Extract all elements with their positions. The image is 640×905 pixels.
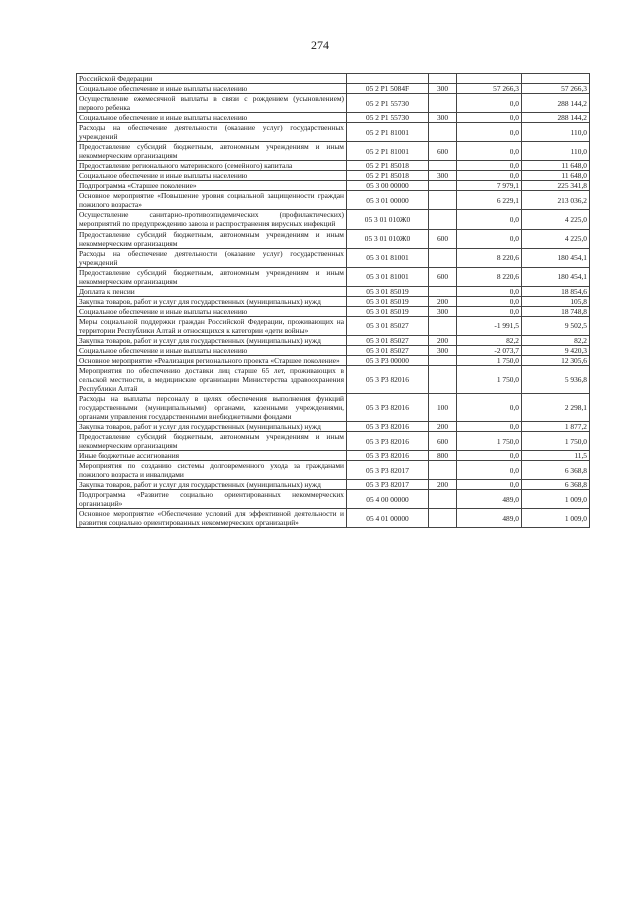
budget-table (76, 73, 590, 528)
row-expense-type (429, 461, 457, 480)
row-name: Мероприятия по обеспечению доставки лиц старше 65 лет, проживающих в сельской местности, в медицинские организации Министерства здравоохранения Республики Алтай (77, 365, 347, 393)
row-code: 05 3 P3 82016 (347, 394, 429, 422)
row-amount-change: 489,0 (457, 490, 522, 509)
row-code (347, 74, 429, 84)
table-row (77, 355, 590, 365)
row-code: 05 3 01 85027 (347, 316, 429, 335)
row-expense-type (429, 74, 457, 84)
row-code: 05 2 P1 5084F (347, 84, 429, 94)
row-name: Расходы на обеспечение деятельности (оказание услуг) государственных учреждений (77, 123, 347, 142)
row-amount-change: 0,0 (457, 461, 522, 480)
row-amount-total: 1 877,2 (522, 422, 590, 432)
table-row (77, 335, 590, 345)
row-amount-change: 8 220,6 (457, 248, 522, 267)
row-name: Осуществление ежемесячной выплаты в связи с рождением (усыновлением) первого ребенка (77, 94, 347, 113)
row-expense-type (429, 248, 457, 267)
row-name: Основное мероприятие «Обеспечение условий для эффективной деятельности и развития социально ориентированных некоммерческих организаций» (77, 509, 347, 528)
row-expense-type: 100 (429, 394, 457, 422)
row-amount-change: 6 229,1 (457, 191, 522, 210)
row-expense-type (429, 509, 457, 528)
row-amount-total: 1 009,0 (522, 490, 590, 509)
row-code: 05 3 00 00000 (347, 181, 429, 191)
table-row (77, 490, 590, 509)
row-name: Меры социальной поддержки граждан Российской Федерации, проживающих на территории Республики Алтай и относящихся к категории «дети войны» (77, 316, 347, 335)
row-expense-type (429, 181, 457, 191)
row-amount-total: 5 936,8 (522, 365, 590, 393)
table-row (77, 113, 590, 123)
row-expense-type: 200 (429, 335, 457, 345)
row-amount-total: 11 648,0 (522, 171, 590, 181)
row-code: 05 3 01 81001 (347, 267, 429, 286)
row-amount-total: 12 305,6 (522, 355, 590, 365)
row-name: Закупка товаров, работ и услуг для государственных (муниципальных) нужд (77, 296, 347, 306)
row-code: 05 3 P3 82016 (347, 451, 429, 461)
row-expense-type (429, 161, 457, 171)
row-amount-total: 2 298,1 (522, 394, 590, 422)
row-expense-type (429, 94, 457, 113)
row-code: 05 3 01 85019 (347, 306, 429, 316)
row-code: 05 3 01 00000 (347, 191, 429, 210)
row-amount-change: -2 073,7 (457, 345, 522, 355)
row-amount-change: 82,2 (457, 335, 522, 345)
row-expense-type: 600 (429, 142, 457, 161)
row-code: 05 3 P3 82017 (347, 480, 429, 490)
row-amount-total: 288 144,2 (522, 113, 590, 123)
row-name: Доплата к пенсии (77, 286, 347, 296)
row-amount-change: 7 979,1 (457, 181, 522, 191)
row-name: Социальное обеспечение и иные выплаты населению (77, 171, 347, 181)
row-code: 05 3 01 81001 (347, 248, 429, 267)
page-number: 274 (311, 38, 329, 52)
row-expense-type (429, 316, 457, 335)
row-amount-total: 6 368,8 (522, 461, 590, 480)
table-row (77, 267, 590, 286)
row-expense-type: 200 (429, 422, 457, 432)
row-name: Предоставление регионального материнского (семейного) капитала (77, 161, 347, 171)
row-code: 05 3 P3 82016 (347, 432, 429, 451)
row-amount-change: 1 750,0 (457, 365, 522, 393)
table-row (77, 345, 590, 355)
row-name: Предоставление субсидий бюджетным, автономным учреждениям и иным некоммерческим организациям (77, 432, 347, 451)
row-amount-total: 225 341,8 (522, 181, 590, 191)
table-row (77, 123, 590, 142)
row-amount-total: 57 266,3 (522, 84, 590, 94)
row-amount-total (522, 74, 590, 84)
row-amount-change: 0,0 (457, 171, 522, 181)
row-amount-total: 18 854,6 (522, 286, 590, 296)
row-expense-type: 600 (429, 267, 457, 286)
row-name: Закупка товаров, работ и услуг для государственных (муниципальных) нужд (77, 422, 347, 432)
table-row (77, 296, 590, 306)
table-row (77, 210, 590, 229)
table-row (77, 161, 590, 171)
row-amount-total: 11,5 (522, 451, 590, 461)
row-code: 05 4 00 00000 (347, 490, 429, 509)
row-name: Расходы на выплаты персоналу в целях обеспечения выполнения функций государственными (муниципальными) органами, казенными учреждениями, органами управления государственными внебюджетными фондами (77, 394, 347, 422)
table-row (77, 142, 590, 161)
row-amount-total: 110,0 (522, 142, 590, 161)
row-expense-type: 600 (429, 432, 457, 451)
row-code: 05 2 P1 85018 (347, 161, 429, 171)
row-amount-total: 11 648,0 (522, 161, 590, 171)
table-row (77, 191, 590, 210)
row-code: 05 3 P3 82017 (347, 461, 429, 480)
row-name: Подпрограмма «Развитие социально ориентированных некоммерческих организаций» (77, 490, 347, 509)
row-name: Закупка товаров, работ и услуг для государственных (муниципальных) нужд (77, 480, 347, 490)
row-name: Социальное обеспечение и иные выплаты населению (77, 113, 347, 123)
table-row (77, 248, 590, 267)
row-name: Социальное обеспечение и иные выплаты населению (77, 84, 347, 94)
row-code: 05 2 P1 81001 (347, 123, 429, 142)
row-amount-change: 0,0 (457, 210, 522, 229)
table-row (77, 451, 590, 461)
row-expense-type: 300 (429, 306, 457, 316)
row-amount-change: 8 220,6 (457, 267, 522, 286)
row-expense-type: 300 (429, 113, 457, 123)
row-name: Мероприятия по созданию системы долговременного ухода за гражданами пожилого возраста и инвалидами (77, 461, 347, 480)
row-expense-type (429, 191, 457, 210)
row-amount-total: 288 144,2 (522, 94, 590, 113)
row-amount-change: 0,0 (457, 451, 522, 461)
row-amount-change: 0,0 (457, 306, 522, 316)
row-expense-type: 300 (429, 84, 457, 94)
budget-table-body (77, 74, 590, 528)
row-code: 05 2 P1 55730 (347, 113, 429, 123)
row-amount-change: 0,0 (457, 422, 522, 432)
table-row (77, 74, 590, 84)
row-name: Предоставление субсидий бюджетным, автономным учреждениям и иным некоммерческим организациям (77, 229, 347, 248)
row-name: Социальное обеспечение и иные выплаты населению (77, 345, 347, 355)
row-expense-type (429, 286, 457, 296)
row-amount-total: 6 368,8 (522, 480, 590, 490)
row-amount-change: 1 750,0 (457, 355, 522, 365)
table-row (77, 94, 590, 113)
row-expense-type: 300 (429, 171, 457, 181)
row-code: 05 3 P3 82016 (347, 365, 429, 393)
row-amount-total: 213 036,2 (522, 191, 590, 210)
table-row (77, 422, 590, 432)
row-name: Основное мероприятие «Реализация регионального проекта «Старшее поколение» (77, 355, 347, 365)
table-row (77, 229, 590, 248)
row-code: 05 3 01 010Ж0 (347, 229, 429, 248)
table-row (77, 432, 590, 451)
row-amount-total: 105,8 (522, 296, 590, 306)
row-amount-total: 1 750,0 (522, 432, 590, 451)
row-amount-change: 1 750,0 (457, 432, 522, 451)
row-expense-type: 800 (429, 451, 457, 461)
row-amount-change: 489,0 (457, 509, 522, 528)
row-code: 05 3 01 85019 (347, 296, 429, 306)
row-code: 05 4 01 00000 (347, 509, 429, 528)
row-expense-type: 300 (429, 345, 457, 355)
row-expense-type (429, 365, 457, 393)
row-code: 05 3 01 85019 (347, 286, 429, 296)
table-row (77, 316, 590, 335)
row-expense-type: 600 (429, 229, 457, 248)
row-amount-total: 9 502,5 (522, 316, 590, 335)
row-amount-change: 0,0 (457, 113, 522, 123)
table-row (77, 461, 590, 480)
row-code: 05 2 P1 81001 (347, 142, 429, 161)
row-amount-total: 180 454,1 (522, 248, 590, 267)
row-name: Расходы на обеспечение деятельности (оказание услуг) государственных учреждений (77, 248, 347, 267)
row-name: Социальное обеспечение и иные выплаты населению (77, 306, 347, 316)
row-amount-total: 180 454,1 (522, 267, 590, 286)
row-amount-total: 110,0 (522, 123, 590, 142)
table-row (77, 306, 590, 316)
row-expense-type (429, 210, 457, 229)
row-name: Предоставление субсидий бюджетным, автономным учреждениям и иным некоммерческим организациям (77, 142, 347, 161)
row-amount-change: 0,0 (457, 286, 522, 296)
row-name: Закупка товаров, работ и услуг для государственных (муниципальных) нужд (77, 335, 347, 345)
row-code: 05 3 01 85027 (347, 335, 429, 345)
row-code: 05 3 01 85027 (347, 345, 429, 355)
row-amount-total: 1 009,0 (522, 509, 590, 528)
row-name: Подпрограмма «Старшее поколение» (77, 181, 347, 191)
row-amount-total: 18 748,8 (522, 306, 590, 316)
table-row (77, 394, 590, 422)
row-code: 05 3 01 010Ж0 (347, 210, 429, 229)
row-amount-change: 0,0 (457, 229, 522, 248)
row-amount-change: -1 991,5 (457, 316, 522, 335)
row-amount-change: 57 266,3 (457, 84, 522, 94)
row-expense-type: 200 (429, 480, 457, 490)
table-row (77, 286, 590, 296)
table-row (77, 480, 590, 490)
row-amount-change: 0,0 (457, 142, 522, 161)
row-amount-change: 0,0 (457, 480, 522, 490)
row-amount-total: 4 225,0 (522, 229, 590, 248)
row-code: 05 2 P1 85018 (347, 171, 429, 181)
row-amount-change: 0,0 (457, 161, 522, 171)
row-code: 05 3 P3 00000 (347, 355, 429, 365)
row-code: 05 2 P1 55730 (347, 94, 429, 113)
row-amount-change: 0,0 (457, 123, 522, 142)
row-amount-change: 0,0 (457, 394, 522, 422)
row-amount-total: 9 420,3 (522, 345, 590, 355)
row-amount-total: 82,2 (522, 335, 590, 345)
table-row (77, 365, 590, 393)
row-expense-type (429, 355, 457, 365)
row-name: Российской Федерации (77, 74, 347, 84)
row-name: Осуществление санитарно-противоэпидемических (профилактических) мероприятий по предупреждению завоза и распространения вирусных инфекций (77, 210, 347, 229)
row-expense-type (429, 490, 457, 509)
row-name: Основное мероприятие «Повышение уровня социальной защищенности граждан пожилого возраста» (77, 191, 347, 210)
table-row (77, 181, 590, 191)
row-expense-type: 200 (429, 296, 457, 306)
table-row (77, 84, 590, 94)
row-amount-change (457, 74, 522, 84)
row-expense-type (429, 123, 457, 142)
table-row (77, 171, 590, 181)
row-name: Иные бюджетные ассигнования (77, 451, 347, 461)
row-code: 05 3 P3 82016 (347, 422, 429, 432)
row-amount-change: 0,0 (457, 296, 522, 306)
row-name: Предоставление субсидий бюджетным, автономным учреждениям и иным некоммерческим организациям (77, 267, 347, 286)
row-amount-change: 0,0 (457, 94, 522, 113)
row-amount-total: 4 225,0 (522, 210, 590, 229)
table-row (77, 509, 590, 528)
